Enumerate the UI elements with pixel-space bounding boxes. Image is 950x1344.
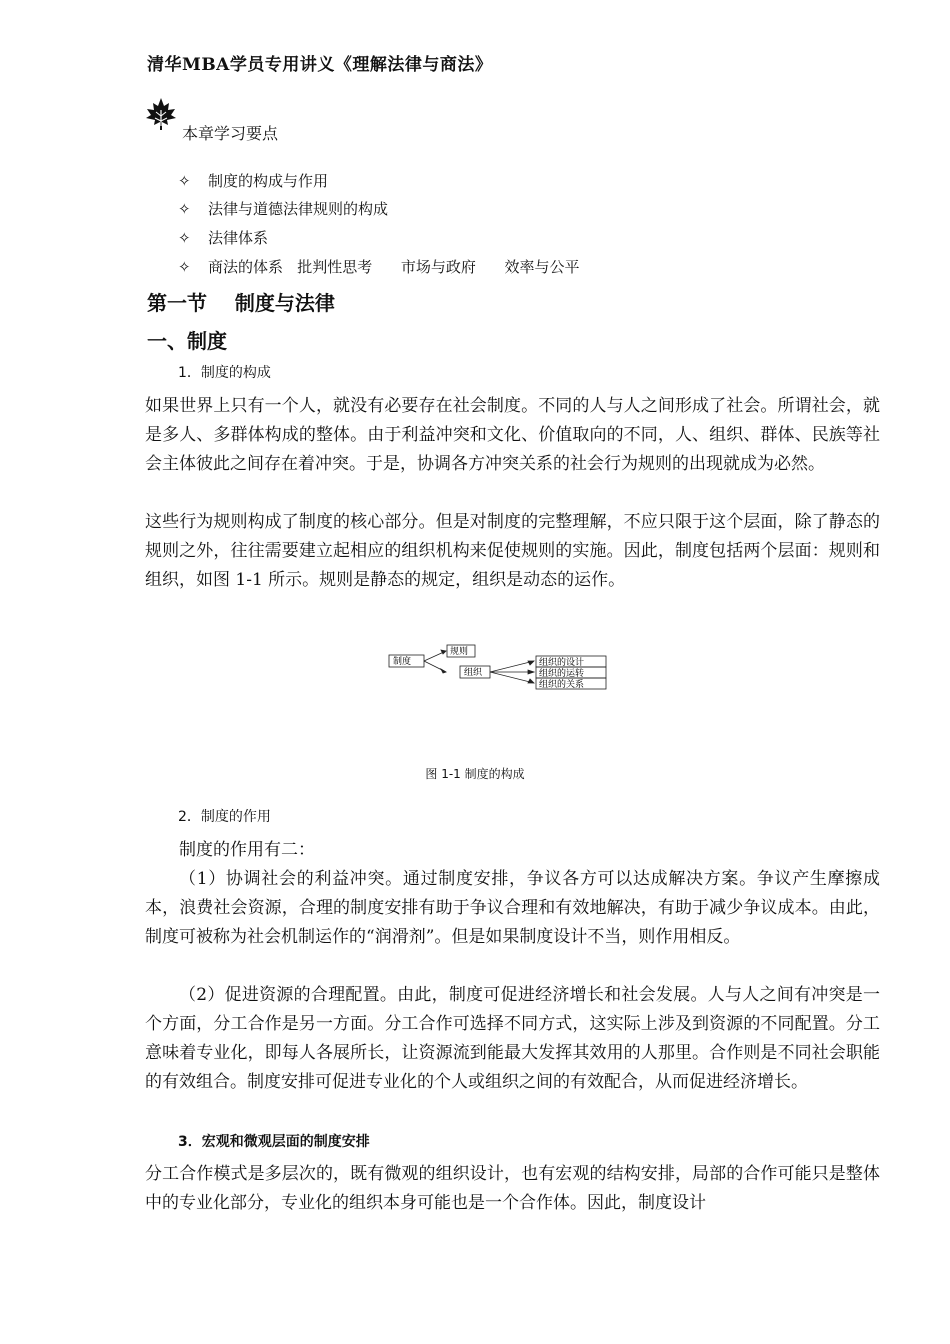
section-title: 第一节 制度与法律 — [147, 291, 335, 315]
maple-leaf-icon — [144, 96, 178, 132]
part1-heading: 1．制度的构成 — [178, 365, 271, 381]
part2-paragraph-2: （2）促进资源的合理配置。由此，制度可促进经济增长和社会发展。人与人之间有冲突是一个方面，分工合作是另一方面。分工合作可选择不同方式，这实际上涉及到资源的不同配置。分工意味着专业化，即每人各展所长，让资源流到能最大发挥其效用的人那里。合作则是不同社会职能的有效组合。制度安排可促进专业化的个人或组织之间的有效配合，从而促进经济增长。 — [145, 985, 880, 1092]
key-point-item: ✧ 商法的体系 批判性思考 市场与政府 效率与公平 — [178, 258, 580, 276]
diagram-root-label: 制度 — [393, 657, 412, 667]
part2-heading: 2．制度的作用 — [178, 809, 271, 825]
chapter-key-points-title: 本章学习要点 — [182, 124, 279, 143]
diagram-org-design-label: 组织的设计 — [539, 658, 585, 668]
institution-structure-diagram — [388, 640, 618, 692]
part1-paragraph-2: 这些行为规则构成了制度的核心部分。但是对制度的完整理解，不应只限于这个层面，除了静态的规则之外，往往需要建立起相应的组织机构来促使规则的实施。因此，制度包括两个层面：规则和组织，如图 1-1 所示。规则是静态的规定，组织是动态的运作。 — [145, 512, 880, 590]
diagram-rules-label: 规则 — [450, 647, 469, 657]
part3-heading: 3．宏观和微观层面的制度安排 — [178, 1134, 370, 1150]
part2-intro: 制度的作用有二： — [179, 840, 315, 860]
diagram-org-operation-label: 组织的运转 — [539, 669, 585, 679]
key-point-item: ✧ 法律与道德法律规则的构成 — [178, 200, 389, 218]
subsection-title: 一、制度 — [147, 329, 227, 353]
diagram-org-relation-label: 组织的关系 — [539, 680, 585, 690]
diamond-star-icon: ✧ — [178, 200, 191, 218]
document-header: 清华MBA学员专用讲义《理解法律与商法》 — [147, 55, 493, 75]
diamond-star-icon: ✧ — [178, 229, 191, 247]
figure-caption: 图 1-1 制度的构成 — [425, 767, 525, 781]
part2-paragraph-1: （1）协调社会的利益冲突。通过制度安排，争议各方可以达成解决方案。争议产生摩擦成本，浪费社会资源，合理的制度安排有助于争议合理和有效地解决，有助于减少争议成本。由此，制度可被称为社会机制运作的“润滑剂”。但是如果制度设计不当，则作用相反。 — [145, 869, 880, 947]
key-point-item: ✧ 法律体系 — [178, 229, 269, 247]
part3-paragraph-1: 分工合作模式是多层次的，既有微观的组织设计，也有宏观的结构安排，局部的合作可能只是整体中的专业化部分，专业化的组织本身可能也是一个合作体。因此，制度设计 — [145, 1164, 880, 1213]
diamond-star-icon: ✧ — [178, 258, 191, 276]
part1-paragraph-1: 如果世界上只有一个人，就没有必要存在社会制度。不同的人与人之间形成了社会。所谓社会，就是多人、多群体构成的整体。由于利益冲突和文化、价值取向的不同，人、组织、群体、民族等社会主体彼此之间存在着冲突。于是，协调各方冲突关系的社会行为规则的出现就成为必然。 — [145, 396, 880, 474]
diagram-org-label: 组织 — [464, 668, 483, 678]
diamond-star-icon: ✧ — [178, 172, 191, 190]
key-point-item: ✧ 制度的构成与作用 — [178, 172, 329, 190]
